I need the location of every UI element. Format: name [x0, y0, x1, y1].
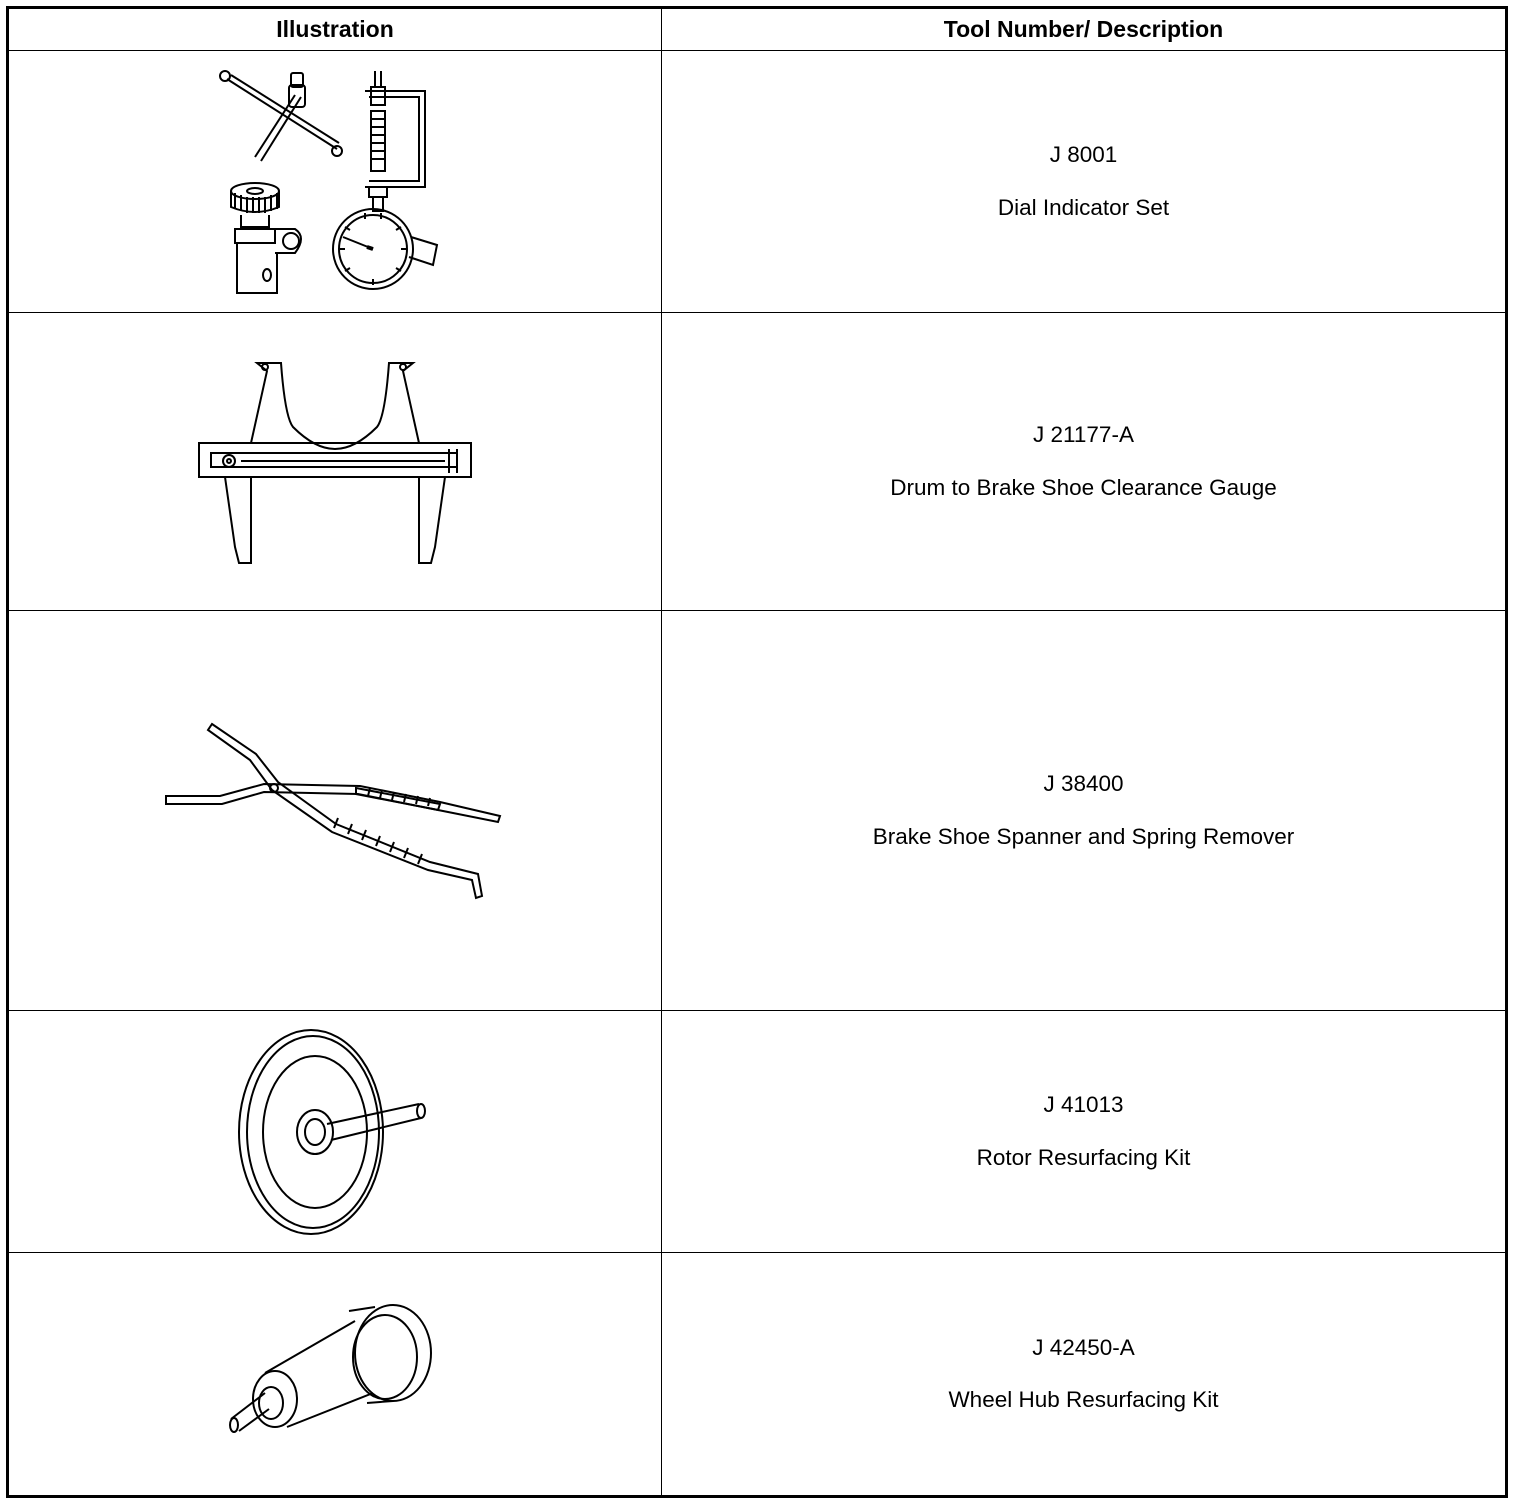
tool-cell: [662, 51, 1507, 313]
wheel-hub-resurfacing-kit-illustration: [225, 1299, 445, 1449]
spanner-spring-remover-illustration: [160, 718, 510, 903]
tool-description: Rotor Resurfacing Kit: [976, 1144, 1191, 1170]
illustration-header: Illustration: [8, 8, 662, 51]
tool-number: J 38400: [1043, 771, 1124, 796]
tool-number: J 8001: [1049, 142, 1118, 167]
tool-description: Brake Shoe Spanner and Spring Remover: [872, 823, 1295, 849]
illustration-cell: [8, 51, 662, 313]
tool-number: J 42450-A: [1032, 1334, 1135, 1360]
tool-cell: [662, 313, 1507, 611]
rotor-resurfacing-kit-illustration: [235, 1026, 435, 1238]
illustration-cell: [8, 611, 662, 1011]
tool-cell: [662, 1011, 1507, 1253]
special-tools-table: [6, 6, 1508, 1498]
dial-indicator-set-illustration: [215, 67, 455, 297]
tool-description: Drum to Brake Shoe Clearance Gauge: [890, 474, 1277, 500]
table-row: [8, 1253, 1507, 1497]
header-row: [8, 8, 1507, 51]
table-row: [8, 611, 1507, 1011]
tool-number: J 41013: [1043, 1092, 1124, 1117]
table-row: [8, 51, 1507, 313]
tool-cell: [662, 1253, 1507, 1497]
table-row: [8, 1011, 1507, 1253]
illustration-cell: [8, 313, 662, 611]
tool-description: Wheel Hub Resurfacing Kit: [948, 1387, 1219, 1412]
tool-description-header: Tool Number/ Description: [662, 8, 1507, 51]
illustration-cell: [8, 1011, 662, 1253]
tool-number: J 21177-A: [1033, 422, 1134, 447]
table-row: [8, 313, 1507, 611]
tool-cell: [662, 611, 1507, 1011]
illustration-cell: [8, 1253, 662, 1497]
clearance-gauge-illustration: [195, 357, 475, 567]
tool-description: Dial Indicator Set: [997, 194, 1170, 220]
